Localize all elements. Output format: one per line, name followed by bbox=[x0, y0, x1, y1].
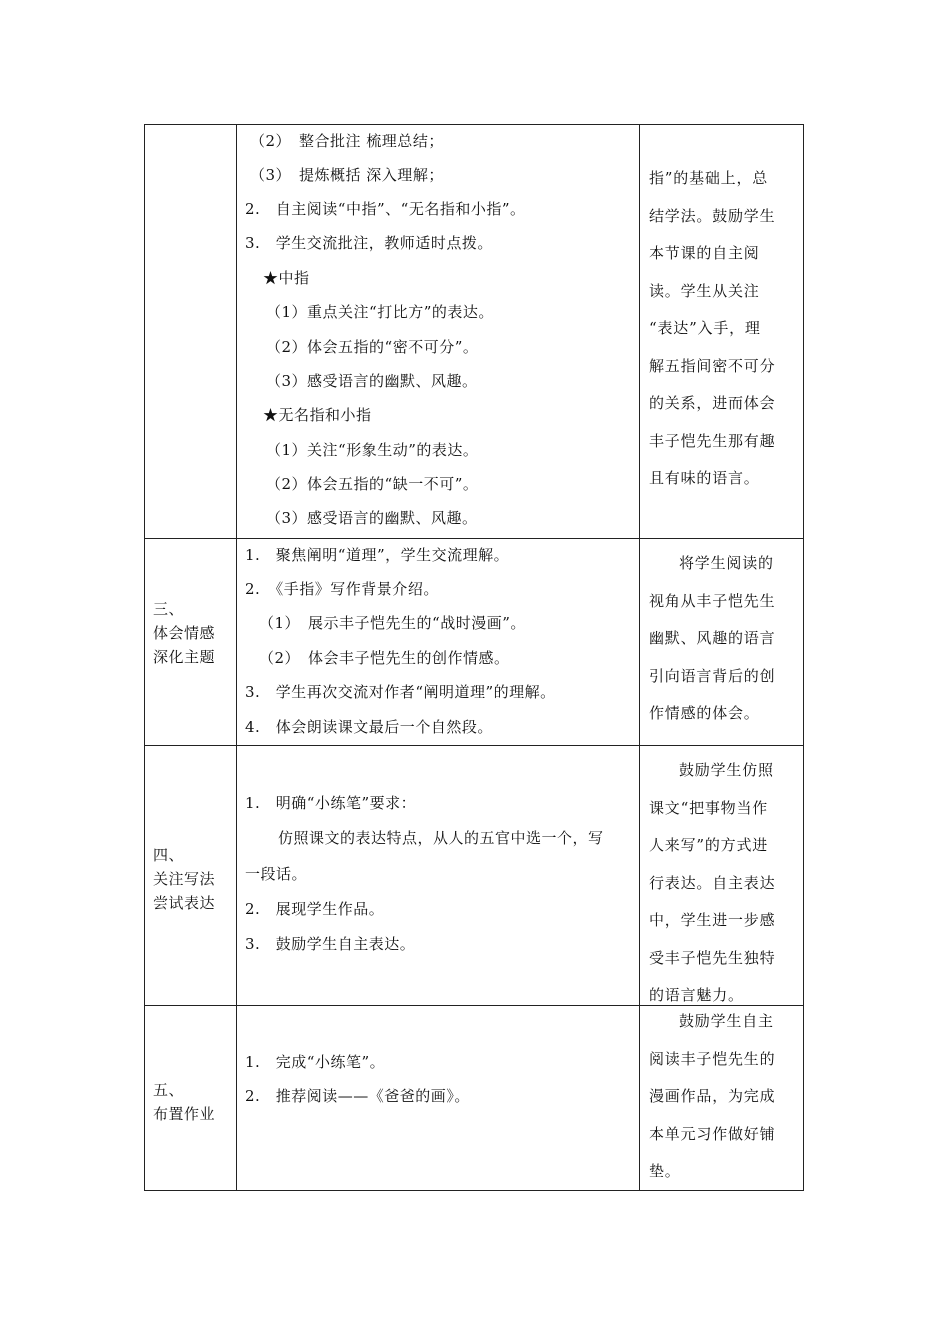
activity-line: （3）感受语言的幽默、风趣。 bbox=[266, 509, 478, 527]
stage-title: 五、 布置作业 bbox=[153, 1081, 216, 1123]
activity-line: （1）关注“形象生动”的表达。 bbox=[266, 441, 479, 459]
activity-line: 3. 学生再次交流对作者“阐明道理”的理解。 bbox=[245, 683, 556, 701]
design-intent-note: 鼓励学生仿照 课文“把事物当作 人来写”的方式进 行表达。自主表达 中，学生进一步感 受丰子恺先生独特 的语言魅力。 bbox=[649, 761, 776, 1004]
activity-line: 1. 明确“小练笔”要求： bbox=[245, 794, 417, 812]
row-divider-1 bbox=[144, 538, 804, 539]
row-divider-2 bbox=[144, 745, 804, 746]
design-intent-note: 鼓励学生自主 阅读丰子恺先生的 漫画作品，为完成 本单元习作做好铺 垫。 bbox=[649, 1012, 776, 1180]
table-border-left bbox=[144, 124, 145, 1191]
design-intent-note: 将学生阅读的 视角从丰子恺先生 幽默、风趣的语言 引向语言背后的创 作情感的体会。 bbox=[649, 554, 776, 722]
stage-title: 三、 体会情感 深化主题 bbox=[153, 600, 216, 666]
activity-line: （1） 展示丰子恺先生的“战时漫画”。 bbox=[259, 614, 526, 632]
activity-line: （2）体会五指的“密不可分”。 bbox=[266, 338, 479, 356]
activity-line: （1）重点关注“打比方”的表达。 bbox=[266, 303, 494, 321]
activity-line: 3. 鼓励学生自主表达。 bbox=[245, 935, 416, 953]
activity-line: 2. 展现学生作品。 bbox=[245, 900, 385, 918]
activity-line: （3） 提炼概括 深入理解； bbox=[250, 166, 444, 184]
table-border-col3 bbox=[639, 124, 640, 1191]
activity-line: ★中指 bbox=[263, 269, 310, 287]
table-border-top bbox=[144, 124, 804, 125]
activity-line: 1. 完成“小练笔”。 bbox=[245, 1053, 386, 1071]
activity-line: （3）感受语言的幽默、风趣。 bbox=[266, 372, 478, 390]
activity-line: 1. 聚焦阐明“道理”，学生交流理解。 bbox=[245, 546, 510, 564]
activity-line: 4. 体会朗读课文最后一个自然段。 bbox=[245, 718, 493, 736]
stage-title: 四、 关注写法 尝试表达 bbox=[153, 846, 216, 912]
activity-line: （2） 整合批注 梳理总结； bbox=[250, 132, 444, 150]
activity-line: 一段话。 bbox=[245, 865, 308, 883]
activity-line: ★无名指和小指 bbox=[263, 406, 372, 424]
activity-line: （2） 体会丰子恺先生的创作情感。 bbox=[259, 649, 510, 667]
table-border-right bbox=[803, 124, 804, 1191]
activity-line: （2）体会五指的“缺一不可”。 bbox=[266, 475, 479, 493]
activity-line: 2. 推荐阅读——《爸爸的画》。 bbox=[245, 1087, 470, 1105]
table-border-col2 bbox=[236, 124, 237, 1191]
activity-line: 2. 自主阅读“中指”、“无名指和小指”。 bbox=[245, 200, 526, 218]
activity-line: 仿照课文的表达特点，从人的五官中选一个，写 bbox=[278, 829, 604, 847]
design-intent-note: 指”的基础上，总 结学法。鼓励学生 本节课的自主阅 读。学生从关注 “表达”入手，理 解五指间密不可分 的关系，进而体会 丰子恺先生那有趣 且有味的语言。 bbox=[649, 169, 776, 487]
activity-line: 3. 学生交流批注，教师适时点拨。 bbox=[245, 234, 493, 252]
activity-line: 2. 《手指》写作背景介绍。 bbox=[245, 580, 439, 598]
